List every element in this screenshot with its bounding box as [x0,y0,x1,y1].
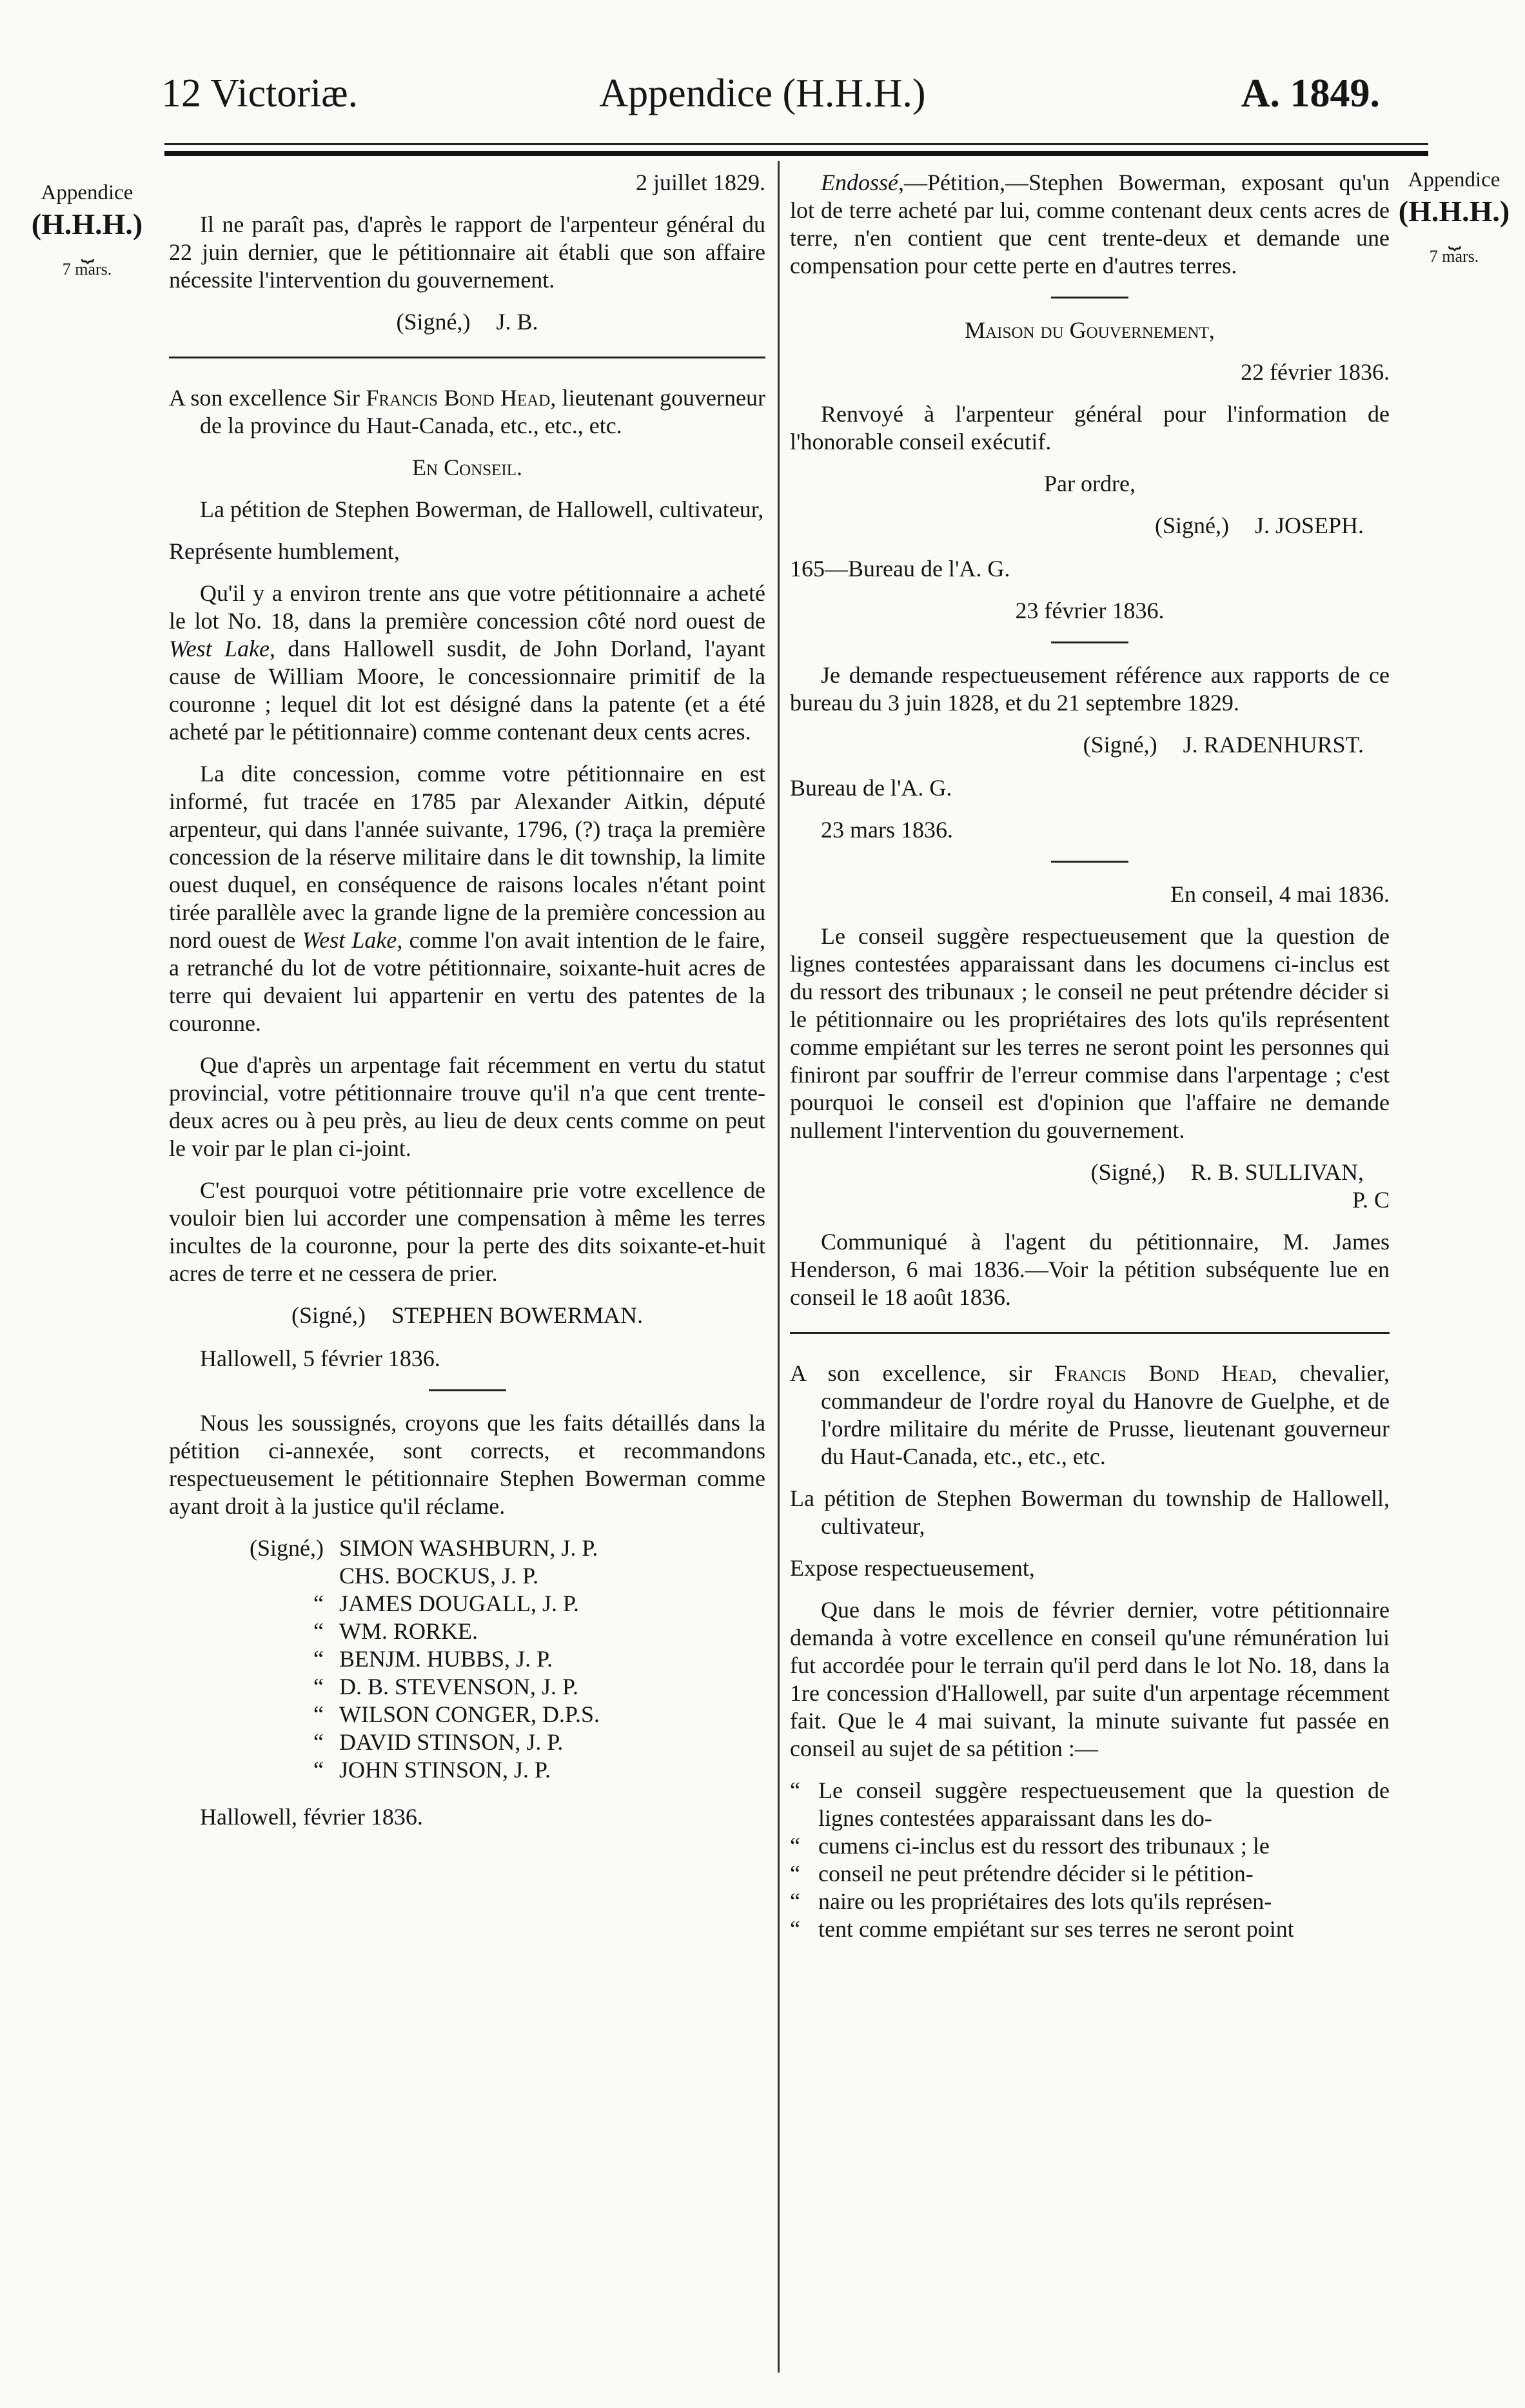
margin-note-right [1380,168,1525,266]
signer-row [221,1673,765,1701]
fevrier-paragraph: Que dans le mois de février dernier, votre pétitionnaire demanda à votre excellence en conseil qu'une rémunération lui fut accordée pour le terrain qu'il perd dans le lot No. 18, dans la 1re concession d'Hallowell, par suite d'un arpentage récemment fait. Que le 4 mai suivant, la minute suivante fut passée en conseil au sujet de sa pétition :— [790,1597,1390,1761]
signer-row [221,1728,765,1756]
signer-name: D. B. STEVENSON, J. P. [339,1674,579,1699]
quote-line [790,1860,1390,1888]
endorsement [790,169,1390,280]
margin-brace-icon: ⏟ [1448,225,1461,250]
para2-text-b: , comme l'on avait intention de le faire, a retranché du lot de votre pétitionnaire, soixante-huit acres de terre qui devaient lui appartenir en vertu des patentes de la couronne. [169,927,765,1036]
expose-line: Expose respectueusement, [790,1555,1035,1581]
signer-name: BENJM. HUBBS, J. P. [339,1646,553,1672]
represente-line: Représente humblement, [169,538,400,564]
quote-line [790,1915,1390,1943]
margin-note-left [13,181,161,279]
addressee [790,1360,1390,1471]
signature-jb [169,308,765,336]
margin-note-label: Appendice [1408,168,1500,191]
petition-para-1 [169,580,765,746]
place-name: West Lake [169,636,270,661]
margin-brace-icon: ⏟ [81,238,93,262]
signer-row [221,1701,765,1728]
section-rule [790,1332,1390,1334]
place-name: West Lake [302,927,397,953]
header-session: 12 Victoriæ. [161,72,359,115]
petition-para-4: C'est pourquoi votre pétitionnaire prie votre excellence de vouloir bien lui accorder une compensation à même les terres incultes de la couronne, pour la perte des dits soixante-et-huit acres de terre et ne cessera de prier. [169,1177,765,1286]
right-column [790,169,1390,1943]
section-rule [169,357,765,358]
petition-para-2 [169,760,765,1037]
signer-prefix: “ [313,1674,324,1699]
place-date: Hallowell, février 1836. [200,1804,423,1830]
quote-mark: “ [790,1888,800,1914]
communique-paragraph: Communiqué à l'agent du pétitionnaire, M. James Henderson, 6 mai 1836.—Voir la pétition subséquente lue en conseil le 18 août 1836. [790,1229,1390,1310]
demande-paragraph: Je demande respectueusement référence aux rapports de ce bureau du 3 juin 1828, et du 21 septembre 1829. [790,662,1390,716]
addressee-name: Francis Bond Head [366,385,551,411]
signature-label: (Signé,) [1154,513,1229,538]
header-rule-thick [164,151,1428,156]
signer-name: JOHN STINSON, J. P. [339,1757,551,1783]
signer-row [221,1534,765,1562]
quote-mark: “ [790,1861,800,1886]
endorsement-text: ,—Pétition,—Stephen Bowerman, exposant qu'un lot de terre acheté par lui, comme contenant deux cents acres de terre, n'en contient que cent trente-deux et demande une compensation pour cette perte en d'autres terres. [790,170,1390,279]
signer-prefix: “ [313,1591,324,1616]
signers-list [221,1534,765,1784]
quote-text: conseil ne peut prétendre décider si le pétition- [818,1861,1254,1886]
para1-text-a: Qu'il y a environ trente ans que votre pétitionnaire a acheté le lot No. 18, dans la première concession côté nord ouest de [169,580,765,634]
page-header [0,71,1525,135]
signer-prefix: “ [313,1646,324,1672]
intro-paragraph: Il ne paraît pas, d'après le rapport de l'arpenteur général du 22 juin dernier, que le pétitionnaire ait établi que son affaire nécessite l'intervention du gouvernement. [169,211,765,293]
signer-row [221,1756,765,1784]
signer-prefix: (Signé,) [250,1535,324,1561]
petition-para-3: Que d'après un arpentage fait récemment en vertu du statut provincial, votre pétitionnaire trouve qu'il n'a que cent trente-deux acres ou à peu près, au lieu de deux cents comme on peut le voir par le plan ci-joint. [169,1052,765,1161]
bureau-date: 23 février 1836. [1015,598,1165,623]
petition-intro: La pétition de Stephen Bowerman, de Hallowell, cultivateur, [200,496,764,522]
addressee [169,384,765,440]
quote-line [790,1777,1390,1832]
en-conseil-date: En conseil, 4 mai 1836. [1170,881,1390,907]
quote-text: tent comme empiétant sur ses terres ne seront point [818,1916,1294,1942]
signer-row [221,1618,765,1645]
signer-name: SIMON WASHBURN, J. P. [339,1535,598,1561]
header-year: A. 1849. [1241,72,1380,115]
addressee-name: Francis Bond Head [1054,1360,1272,1386]
signer-prefix: “ [313,1701,324,1727]
bureau-line: Bureau de l'A. G. [790,775,952,801]
signer-prefix [221,1562,339,1590]
margin-note-date: 7 mars. [62,259,112,279]
renvoye-paragraph: Renvoyé à l'arpenteur général pour l'information de l'honorable conseil exécutif. [790,401,1390,455]
addressee-prefix: A son excellence Sir [169,385,366,411]
addressee-title: , lieutenant gouverneur de la province du Haut-Canada, etc., etc., etc. [200,385,765,438]
conseil-paragraph: Le conseil suggère respectueusement que la question de lignes contestées apparaissant dans les documens ci-inclus est du ressort des tribunaux ; le conseil ne peut prétendre décider si le pétitionnaire ou les propriétaires des lots qu'ils représentent comme empiétant sur les terres ne seront point les personnes qui finiront par souffrir de l'erreur commise dans l'arpentage ; c'est pourquoi le conseil est d'opinion que l'affaire ne demande nullement l'intervention du gouvernement. [790,923,1390,1143]
margin-note-date: 7 mars. [1429,246,1479,266]
petition-intro: La pétition de Stephen Bowerman du township de Hallowell, cultivateur, [790,1485,1390,1539]
left-column [169,169,765,1845]
quote-mark: “ [790,1777,800,1803]
signature-radenhurst [790,731,1390,759]
signature-label: (Signé,) [396,309,471,335]
signature-name: R. B. SULLIVAN, [1190,1159,1364,1185]
addressee-prefix: A son excellence, sir [790,1360,1054,1386]
signature-name: J. B. [496,309,538,335]
signature-name: STEPHEN BOWERMAN. [391,1302,643,1328]
margin-note-label: Appendice [41,181,133,204]
quote-line [790,1832,1390,1860]
signer-row [221,1562,765,1590]
signature-sullivan [790,1159,1390,1186]
bureau-line: 165—Bureau de l'A. G. [790,556,1010,582]
en-conseil-heading: En Conseil. [412,455,522,480]
signer-name: DAVID STINSON, J. P. [339,1729,564,1755]
header-appendix: Appendice (H.H.H.) [599,72,926,115]
quote-text: Le conseil suggère respectueusement que la question de lignes contestées apparaissant dans les do- [818,1777,1390,1831]
quote-mark: “ [790,1916,800,1942]
bureau-date: 23 mars 1836. [821,817,953,843]
signature-suffix: P. C [1352,1187,1390,1213]
signer-name: JAMES DOUGALL, J. P. [339,1591,580,1616]
signature-name: J. JOSEPH. [1254,513,1364,538]
signature-label: (Signé,) [291,1302,366,1328]
signature-label: (Signé,) [1083,732,1157,758]
maison-heading: Maison du Gouvernement, [965,317,1215,343]
endorsement-label: Endossé [821,170,898,195]
signer-name: WM. RORKE. [339,1618,478,1644]
signer-prefix: “ [313,1618,324,1644]
separator-rule [1051,861,1128,863]
signature-joseph [790,512,1390,540]
separator-rule [429,1389,506,1391]
column-divider [778,161,780,2373]
place-date: Hallowell, 5 février 1836. [200,1346,440,1371]
quote-line [790,1888,1390,1915]
para1-text-b: , dans Hallowell susdit, de John Dorland, l'ayant cause de William Moore, le concessionnaire primitif de la couronne ; lequel dit lot est désigné dans la patente (et a été acheté par le pétitionnaire) comme contenant deux cents acres. [169,636,766,745]
separator-rule [1051,297,1128,299]
signature-bowerman [169,1302,765,1329]
signer-name: WILSON CONGER, D.P.S. [339,1701,600,1727]
separator-rule [1051,641,1128,643]
signature-label: (Signé,) [1090,1159,1165,1185]
para2-text-a: La dite concession, comme votre pétitionnaire en est informé, fut tracée en 1785 par Alexander Aitkin, député arpenteur, qui dans l'année suivante, 1796, (?) traça la première concession de la réserve militaire dans le dit township, la limite ouest duquel, en conséquence de raisons locales n'étant point tirée parallèle avec la grande ligne de la première concession au nord ouest de [169,761,765,953]
signer-name: CHS. BOCKUS, J. P. [339,1563,539,1589]
par-ordre: Par ordre, [1044,471,1136,496]
maison-date: 22 février 1836. [1241,359,1390,385]
attestation-paragraph: Nous les soussignés, croyons que les faits détaillés dans la pétition ci-annexée, sont corrects, et recommandons respectueusement le pétitionnaire Stephen Bowerman comme ayant droit à la justice qu'il réclame. [169,1410,765,1519]
addressee-title: , chevalier, commandeur de l'ordre royal du Hanovre de Guelphe, et de l'ordre militaire du mérite de Prusse, lieutenant gouverneur du Haut-Canada, etc., etc., etc. [821,1360,1390,1469]
quote-text: cumens ci-inclus est du ressort des tribunaux ; le [818,1833,1270,1859]
quoted-minute [790,1777,1390,1943]
date-line: 2 juillet 1829. [636,170,765,195]
signer-prefix: “ [313,1757,324,1783]
signature-name: J. RADENHURST. [1183,732,1364,758]
quote-text: naire ou les propriétaires des lots qu'ils représen- [818,1888,1272,1914]
signer-row [221,1590,765,1618]
margin-note-code: (H.H.H.) [1398,194,1510,228]
signer-prefix: “ [313,1729,324,1755]
quote-mark: “ [790,1833,800,1859]
margin-note-code: (H.H.H.) [31,207,143,240]
header-rule-thin [164,143,1428,145]
signer-row [221,1645,765,1673]
